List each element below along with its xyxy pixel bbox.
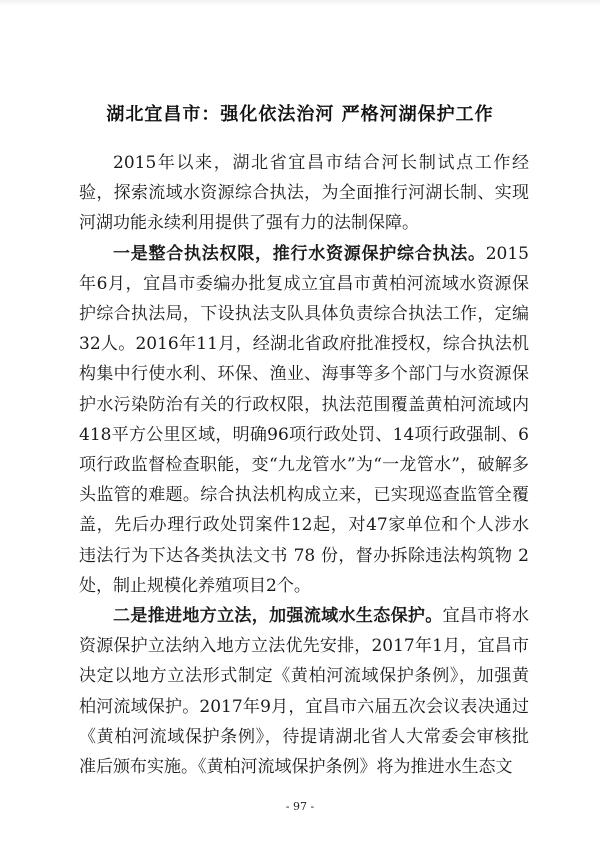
page-number: - 97 - bbox=[285, 800, 315, 813]
paragraph-enforcement bbox=[79, 239, 529, 601]
scan-edge bbox=[0, 0, 600, 6]
paragraph-lead: 一是整合执法权限，推行水资源保护综合执法。 bbox=[113, 243, 486, 264]
page-title: 湖北宜昌市：强化依法治河 严格河湖保护工作 bbox=[106, 104, 494, 126]
paragraph-text: 2015年6月，宜昌市委编办批复成立宜昌市黄柏河流域水资源保护综合执法局，下设执法支队具体负责综合执法工作，定编32人。2016年11月，经湖北省政府批准授权，综合执法机构集中行使水利、环保、渔业、海事等多个部门与水资源保护水污染防治有关的行政权限，执法范围覆盖黄柏河流域内418平方公里区域，明确96项行政处罚、14项行政强制、6项行政监督检查职能，变“九龙管水”为“一龙管水”，破解多头监管的难题。综合执法机构成立来，已实现巡查监管全覆盖，先后办理行政处罚案件12起，对47家单位和个人涉水违法行为下达各类执法文书 78 份，督办拆除违法构筑物 2处，制止规模化养殖项目2个。 bbox=[79, 243, 529, 596]
document-body bbox=[79, 148, 529, 782]
paragraph-legislation bbox=[79, 601, 529, 782]
paragraph-text: 2015年以来，湖北省宜昌市结合河长制试点工作经验，探索流域水资源综合执法，为全面推行河湖长制、实现河湖功能永续利用提供了强有力的法制保障。 bbox=[79, 153, 529, 234]
paragraph-intro bbox=[79, 148, 529, 239]
paragraph-lead: 二是推进地方立法，加强流域水生态保护。 bbox=[113, 606, 443, 627]
paragraph-text: 宜昌市将水资源保护立法纳入地方立法优先安排，2017年1月，宜昌市决定以地方立法形式制定《黄柏河流域保护条例》，加强黄柏河流域保护。2017年9月，宜昌市六届五次会议表决通过《黄柏河流域保护条例》，待提请湖北省人大常委会审核批准后颁布实施。《黄柏河流域保护条例》将为推进水生态文 bbox=[79, 606, 530, 778]
